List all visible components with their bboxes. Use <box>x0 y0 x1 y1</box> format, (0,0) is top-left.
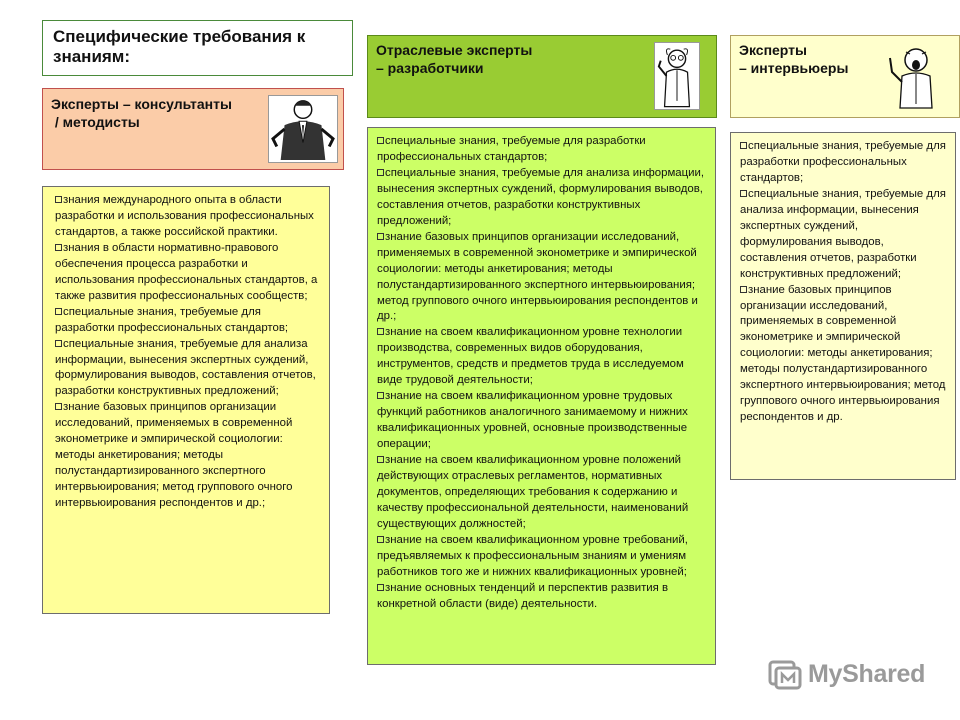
list-item: знание базовых принципов организации исследований, применяемых в современной эконометрике и эмпирической социологии: методы анкетирования; методы полустандартизированного экспертного интервьюирования; метод группового очного интервьюирования респондентов и др.; <box>377 230 698 323</box>
man-in-suit-illustration-icon <box>268 95 338 163</box>
watermark-text: MyShared <box>808 659 926 688</box>
checkbox-bullet-icon <box>377 456 384 463</box>
developers-header-line2: – разработчики <box>376 60 484 76</box>
checkbox-bullet-icon <box>377 169 384 176</box>
interviewers-header-line2: – интервьюеры <box>739 60 849 76</box>
consultants-header-line1: Эксперты – консультанты <box>51 96 232 112</box>
list-item: знание на своем квалификационном уровне требований, предъявляемых к профессиональным знаниям и умениям работников того же и нижних квалификационных уровней; <box>377 533 688 578</box>
scientist-illustration-icon <box>654 42 700 110</box>
list-item: знание на своем квалификационном уровне технологии производства, современных видов оборудования, инструментов, средств и предметов труда в исследуемом виде трудовой деятельности; <box>377 326 684 387</box>
checkbox-bullet-icon <box>377 233 384 240</box>
checkbox-bullet-icon <box>740 142 747 149</box>
myshared-watermark <box>768 655 938 693</box>
checkbox-bullet-icon <box>377 328 384 335</box>
page-title: Специфические требования к знаниям: <box>53 27 306 66</box>
checkbox-bullet-icon <box>55 403 62 410</box>
list-item: специальные знания, требуемые для разработки профессиональных стандартов; <box>55 305 289 334</box>
list-item: знание базовых принципов организации исследований, применяемых в современной эконометрике и эмпирической социологии: методы анкетирования; методы полустандартизированного экспертного интервьюирования; метод группового очного интервьюирования респондентов и др. <box>740 283 946 424</box>
shouting-man-illustration-icon <box>886 42 944 110</box>
developers-requirements <box>367 127 716 665</box>
myshared-logo-icon <box>768 658 802 690</box>
checkbox-bullet-icon <box>377 392 384 399</box>
checkbox-bullet-icon <box>55 196 62 203</box>
list-item: знание базовых принципов организации исследований, применяемых в современной эконометрике и эмпирической социологии: методы анкетирования; методы полустандартизированного экспертного интервьюирования; метод группового очного интервьюирования респондентов и др.; <box>55 401 293 510</box>
consultants-header-line2: / методисты <box>51 114 140 130</box>
list-item: знание на своем квалификационном уровне положений действующих отраслевых регламентов, нормативных документов, определяющих требования к содержанию и качеству профессиональной деятельности, наименований существующих должностей; <box>377 454 689 530</box>
list-item: специальные знания, требуемые для разработки профессиональных стандартов; <box>740 140 946 184</box>
list-item: специальные знания, требуемые для анализа информации, вынесения экспертных суждений, формулирования выводов, составления отчетов, разработки конструктивных предложений; <box>740 187 946 280</box>
list-item: специальные знания, требуемые для анализа информации, вынесения экспертных суждений, формулирования выводов, составления отчетов, разработки конструктивных предложений; <box>377 166 705 227</box>
list-item: знание основных тенденций и перспектив развития в конкретной области (виде) деятельности. <box>377 581 669 610</box>
list-item: специальные знания, требуемые для анализа информации, вынесения экспертных суждений, формулирования выводов, составления отчетов, разработки конструктивных предложений; <box>55 337 316 398</box>
interviewers-requirements <box>730 132 956 480</box>
developers-header-line1: Отраслевые эксперты <box>376 42 533 58</box>
consultants-requirements <box>42 186 330 614</box>
title-box <box>42 20 353 76</box>
checkbox-bullet-icon <box>55 340 62 347</box>
checkbox-bullet-icon <box>377 584 384 591</box>
checkbox-bullet-icon <box>377 137 384 144</box>
interviewers-header-line1: Эксперты <box>739 42 807 58</box>
checkbox-bullet-icon <box>55 244 62 251</box>
list-item: специальные знания, требуемые для разработки профессиональных стандартов; <box>377 135 646 163</box>
checkbox-bullet-icon <box>740 286 747 293</box>
checkbox-bullet-icon <box>740 190 747 197</box>
checkbox-bullet-icon <box>377 536 384 543</box>
checkbox-bullet-icon <box>55 308 62 315</box>
list-item: знание на своем квалификационном уровне трудовых функций работников аналогичного занимаемому и нижних квалификационных уровней, основные производственные операции; <box>377 390 688 451</box>
list-item: знания международного опыта в области разработки и использования профессиональных стандартов, а также российской практики. <box>55 194 314 238</box>
list-item: знания в области нормативно-правового обеспечения процесса разработки и использования профессиональных стандартов, а также развития профессиональных сообществ; <box>55 241 318 302</box>
